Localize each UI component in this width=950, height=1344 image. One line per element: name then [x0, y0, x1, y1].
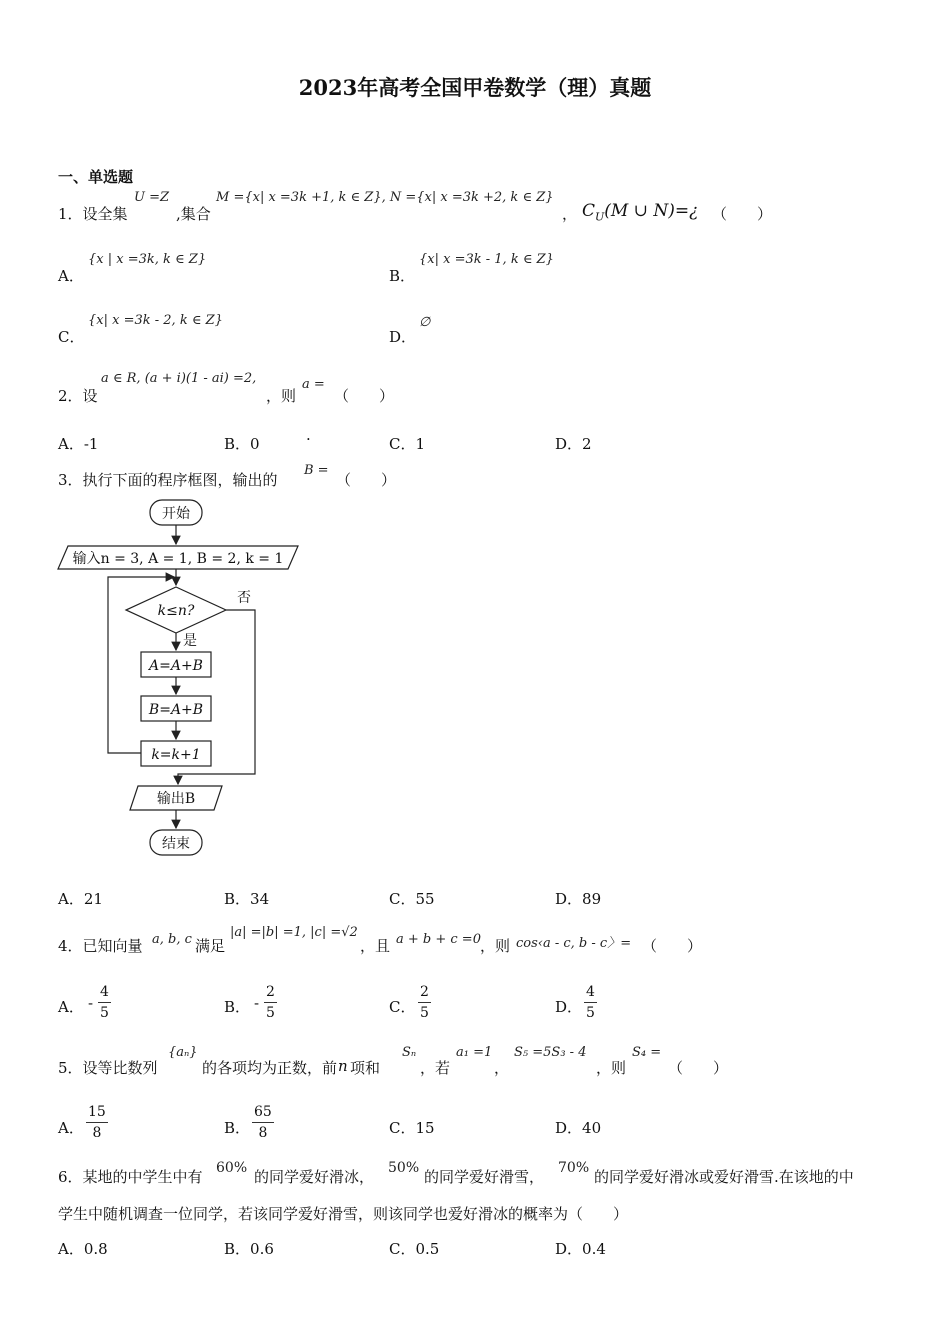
q3-text: 3．执行下面的程序框图，输出的 — [58, 471, 278, 489]
flow-start-label: 开始 — [162, 506, 190, 522]
q1-comma: ， — [562, 205, 578, 223]
q4-mid: 满足 — [195, 937, 226, 955]
q5-option-c: C．15 — [389, 1119, 435, 1137]
q5-option-a-fraction: $\frac{15}{8}$ — [88, 1104, 106, 1141]
q4-vars: a, b, c — [152, 932, 192, 947]
q3-option-d: D．89 — [555, 890, 602, 908]
q5-mid2: 项和 — [350, 1059, 381, 1077]
q1-sets: M ={x| x =3k +1, k ∈ Z}, N ={x| x =3k +2, k ∈ Z} — [216, 190, 554, 205]
q2-number: 2．设 — [58, 387, 98, 405]
q4-number: 4．已知向量 — [58, 937, 143, 955]
q4-option-c-fraction: $\frac{2}{5}$ — [420, 984, 429, 1021]
q6-value-70: 70% — [558, 1160, 590, 1176]
q6-option-b: B．0.6 — [224, 1240, 274, 1258]
q5-mid4: ，则 — [596, 1059, 627, 1077]
q6-option-d: D．0.4 — [555, 1240, 606, 1258]
q6-part1: 6．某地的中学生中有 — [58, 1168, 203, 1186]
q6-value-60: 60% — [216, 1160, 248, 1176]
q5-option-d: D．40 — [555, 1119, 602, 1137]
flow-no-label: 否 — [237, 590, 251, 606]
q6-part2: 的同学爱好滑冰， — [254, 1168, 375, 1186]
flow-yes-label: 是 — [183, 633, 197, 649]
q5-mid3: ，若 — [420, 1059, 451, 1077]
q5-sn: Sₙ — [402, 1045, 417, 1060]
q4-option-d-fraction: $\frac{4}{5}$ — [586, 984, 595, 1021]
q4-option-c-label: C． — [389, 998, 416, 1016]
q1-universe: U =Z — [134, 190, 170, 205]
q1-option-b-label: B． — [389, 267, 416, 285]
q5-sequence: {aₙ} — [168, 1045, 198, 1060]
q5-a1: a₁ =1 — [456, 1045, 493, 1060]
q5-s5: S₅ =5S₃ - 4 — [514, 1045, 587, 1060]
flow-step3-label: k=k+1 — [151, 747, 201, 763]
flow-output-label: 输出B — [156, 791, 196, 807]
q6-value-50: 50% — [388, 1160, 420, 1176]
q6-line2: 学生中随机调查一位同学，若该同学爱好滑雪，则该同学也爱好滑冰的概率为（ ） — [58, 1205, 629, 1223]
q4-mid2: ，且 — [360, 937, 391, 955]
q1-mid: ,集合 — [176, 205, 211, 223]
q3-paren: （ ） — [336, 471, 397, 489]
q2-option-c: C．1 — [389, 435, 426, 453]
flow-input-label: 输入n = 3, A = 1, B = 2, k = 1 — [72, 551, 284, 567]
q4-option-b-label: B． — [224, 998, 251, 1016]
q4-mid3: ，则 — [480, 937, 511, 955]
q5-comma: ， — [494, 1059, 510, 1077]
q3-var: B = — [304, 463, 329, 478]
q4-option-a-label: A． — [58, 998, 84, 1016]
q2-option-d: D．2 — [555, 435, 592, 453]
q2-option-a: A．-1 — [58, 435, 99, 453]
q5-option-b-label: B． — [224, 1119, 251, 1137]
q3-option-a: A．21 — [58, 890, 103, 908]
q1-option-c-label: C． — [58, 328, 85, 346]
q4-condition: |a| =|b| =1, |c| =√2 — [230, 925, 358, 940]
q4-option-a-fraction: $\frac{4}{5}$ — [100, 984, 109, 1021]
q4-equation: a + b + c =0 — [396, 932, 481, 947]
q6-part4: 的同学爱好滑冰或爱好滑雪.在该地的中 — [594, 1168, 854, 1186]
q5-number: 5．设等比数列 — [58, 1059, 158, 1077]
q4-option-a-sign: - — [88, 994, 94, 1012]
q1-option-a-label: A． — [58, 267, 84, 285]
q6-option-c: C．0.5 — [389, 1240, 440, 1258]
q2-dot: · — [306, 430, 311, 448]
flow-step2-label: B=A+B — [148, 702, 204, 718]
q2-tail: ，则 — [266, 387, 297, 405]
q6-part3: 的同学爱好滑雪， — [424, 1168, 545, 1186]
q1-complement: $C_U(M$ ∪ N)=¿ — [582, 201, 699, 224]
q1-number: 1．设全集 — [58, 205, 128, 223]
q2-paren: （ ） — [334, 387, 395, 405]
q1-option-d: ∅ — [419, 315, 431, 330]
q1-option-d-label: D． — [389, 328, 417, 346]
q5-option-b-fraction: $\frac{65}{8}$ — [254, 1104, 272, 1141]
flow-end-label: 结束 — [162, 836, 190, 852]
page-title: 2023年高考全国甲卷数学（理）真题 — [298, 75, 652, 100]
q5-option-a-label: A． — [58, 1119, 84, 1137]
q2-option-b: B．0 — [224, 435, 260, 453]
q3-option-b: B．34 — [224, 890, 270, 908]
flowchart — [0, 490, 320, 870]
q2-condition: a ∈ R, (a + i)(1 - ai) =2, — [101, 371, 257, 386]
q1-option-b: {x| x =3k - 1, k ∈ Z} — [419, 252, 554, 267]
q5-mid: 的各项均为正数，前 — [202, 1059, 338, 1077]
q1-option-c: {x| x =3k - 2, k ∈ Z} — [88, 313, 223, 328]
flow-cond-label: k≤n? — [157, 603, 195, 619]
flow-step1-label: A=A+B — [149, 658, 203, 674]
q1-paren: （ ） — [712, 205, 773, 223]
q5-paren: （ ） — [668, 1059, 729, 1077]
q3-option-c: C．55 — [389, 890, 435, 908]
q4-option-b-fraction: $\frac{2}{5}$ — [266, 984, 275, 1021]
q6-option-a: A．0.8 — [58, 1240, 108, 1258]
q4-cos: cos‹a - c, b - c〉= — [516, 936, 632, 951]
q4-paren: （ ） — [642, 937, 703, 955]
q5-n: n — [338, 1057, 348, 1075]
q4-option-b-sign: - — [254, 994, 260, 1012]
q1-option-a: {x | x =3k, k ∈ Z} — [88, 252, 207, 267]
q4-option-d-label: D． — [555, 998, 583, 1016]
section-heading: 一、单选题 — [58, 168, 134, 186]
q2-var: a = — [302, 377, 325, 392]
q5-s4: S₄ = — [632, 1045, 662, 1060]
